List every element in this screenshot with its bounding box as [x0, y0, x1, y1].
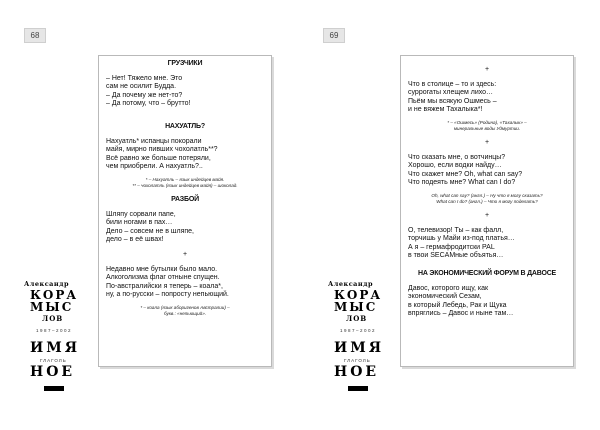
cover-bar — [44, 386, 64, 391]
page-content — [408, 60, 566, 319]
cover-dates: 1987–2002 — [340, 328, 377, 333]
footnote — [408, 193, 566, 205]
poem-heading: РАЗБОЙ — [171, 195, 199, 203]
footnote — [106, 305, 264, 317]
poem-line: – Да почему же нет-то? — [106, 91, 183, 99]
poem-line: – Нет! Тяжело мне. Это — [106, 74, 183, 82]
poem-line: Шляпу сорвали папе, — [106, 210, 176, 218]
footnote-line: * – Нахуатль – язык индейцев майя. — [145, 176, 225, 182]
footnote-line: What can I do? (англ.) – Что я могу поделать? — [436, 198, 538, 204]
poem-line: Всё равно же больше потеряли, — [106, 154, 211, 162]
poem-line: Что в столице – то и здесь: — [408, 80, 497, 88]
poem-line: Алкоголизма флаг отныне спущен. — [106, 274, 220, 282]
page-number-right: 69 — [323, 28, 345, 43]
poem-lines — [408, 285, 566, 319]
poem-lines — [106, 138, 264, 172]
section-separator: + — [484, 138, 490, 146]
poem-line: майя, мирно пивших чохолатль**? — [106, 146, 218, 154]
poem-line: чем приобрели. А нахуатль?.. — [106, 163, 203, 171]
section-separator: + — [484, 66, 490, 73]
poem-lines — [106, 266, 264, 300]
poem-line: в твои SECAMные объятья… — [408, 252, 504, 260]
cover-title-part: КОРА — [334, 288, 383, 302]
footnote-line: букв.: «непьющий». — [163, 310, 207, 316]
poem-line: и не вяжем Тахалыка*! — [408, 106, 483, 114]
footnote-line: * – «Ошмесь» (Родина), «Тахалык» – — [447, 119, 527, 125]
footnote-line: Oh, what can say? (англ.) – Ну что я могу сказать? — [431, 192, 543, 198]
cover-subtitle: ГЛАГОЛЬ — [344, 358, 371, 363]
book-cover-logo-left — [24, 280, 96, 430]
poem-line: дело – в её швах! — [106, 236, 164, 244]
footnote-line: ** – чохолатль (язык индейцев майя) – шоколад. — [132, 182, 238, 188]
footnote — [106, 177, 264, 189]
cover-title-part: КОРА — [30, 288, 79, 302]
poem-heading: НА ЭКОНОМИЧЕСКИЙ ФОРУМ В ДАВОСЕ — [417, 269, 557, 277]
poem-line: Недавно мне бутылки было мало. — [106, 265, 218, 273]
poem-line: торчишь у Майи из-под платья… — [408, 235, 515, 243]
poem-heading: НАХУАТЛЬ? — [165, 122, 205, 130]
cover-subtitle: ГЛАГОЛЬ — [40, 358, 67, 363]
poem-line: били ногами в пах… — [106, 219, 173, 227]
cover-title-part: ЛОВ — [346, 314, 368, 323]
poem-line: А я – гермафродитски PAL — [408, 243, 495, 251]
poem-line: суррогаты хлещем лихо… — [408, 89, 494, 97]
poem-line: Что подеять мне? What can I do? — [408, 179, 516, 187]
footnote-line: * – коала (язык аборигенов Австралии) – — [140, 304, 230, 310]
cover-bar — [348, 386, 368, 391]
poem-line: Дело – совсем не в шляпе, — [106, 227, 194, 235]
poem-line: впряглись – Давос и ныне там… — [408, 310, 514, 318]
poem-line: – Да потому, что – брутто! — [106, 100, 191, 108]
poem-line: Пьём мы всякую Ошмесь – — [408, 97, 497, 105]
cover-author: Александр — [24, 280, 70, 288]
page-content — [106, 60, 264, 324]
poem-line: ну, а по-русски – попросту непьющий. — [106, 291, 229, 299]
poem-line: Давос, которого ищу, как — [408, 284, 489, 292]
poem-lines — [408, 154, 566, 188]
poem-line: экономический Сезам, — [408, 293, 482, 301]
footnote-line: минеральные воды Удмуртии. — [453, 125, 521, 131]
section-separator: + — [484, 211, 490, 219]
cover-title-part: ЛОВ — [42, 314, 64, 323]
poem-lines — [408, 227, 566, 261]
cover-title-part: НОЕ — [30, 364, 76, 380]
section-separator: + — [182, 250, 188, 258]
poem-lines — [106, 211, 264, 245]
poem-line: сам не осилит Будда. — [106, 83, 177, 91]
poem-lines — [408, 81, 566, 115]
poem-line: Хорошо, если водки найду… — [408, 162, 502, 170]
poem-line: О, телевизор! Ты – как фалл, — [408, 226, 504, 234]
poem-line: По-австралийски я теперь – коала*, — [106, 282, 223, 290]
cover-author: Александр — [328, 280, 374, 288]
cover-title-part: МЫС — [30, 300, 74, 314]
poem-heading: ГРУЗЧИКИ — [167, 60, 203, 67]
poem-line: в который Лебедь, Рак и Щука — [408, 301, 507, 309]
cover-title-part: ИМЯ — [334, 340, 385, 356]
poem-lines — [106, 75, 264, 109]
cover-title-part: МЫС — [334, 300, 378, 314]
footnote — [408, 120, 566, 132]
cover-dates: 1987–2002 — [36, 328, 73, 333]
page-number-left: 68 — [24, 28, 46, 43]
page-right — [400, 55, 574, 367]
page-left — [98, 55, 272, 367]
cover-title-part: НОЕ — [334, 364, 380, 380]
book-cover-logo-right — [328, 280, 400, 430]
cover-title-part: ИМЯ — [30, 340, 81, 356]
poem-line: Что сказать мне, о вотчинцы? — [408, 153, 506, 161]
poem-line: Нахуатль* испанцы покорали — [106, 137, 202, 145]
poem-line: Что скажет мне? Oh, what can say? — [408, 170, 523, 178]
